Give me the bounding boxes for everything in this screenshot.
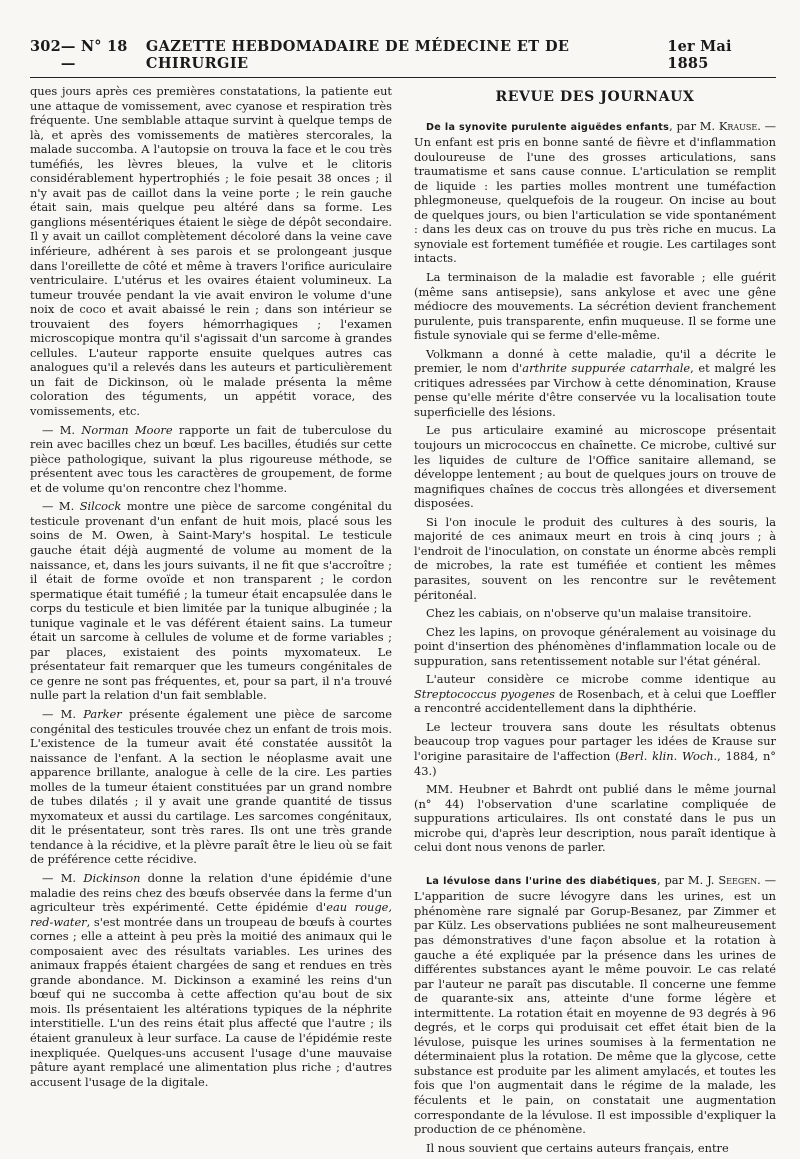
paragraph: Si l'on inocule le produit des cultures à des souris, la majorité de ces animaux meurt en trois à cinq jours ; à l'endroit de l'inoculation, on constate un énorme abcès rempli de microbes, la rate est tuméfiée et contient les mêmes parasites, souvent on les rencontre sur le revêtement péritonéal. — [414, 514, 776, 602]
article-title: De la synovite purulente aiguëdes enfants — [426, 121, 670, 133]
issue-date: 1er Mai 1885 — [667, 38, 732, 72]
dash-prefix: — M. — [42, 870, 84, 885]
paragraph — [414, 119, 776, 266]
paragraph-text: rapporte un fait de tuberculose du rein avec bacilles chez un bœuf. Les bacilles, étudiés sur cette pièce pathologique, suivant la plus rigoureuse méthode, se présentent avec tous les caractères de groupement, de forme et de volume qu'on rencontre chez l'homme. — [30, 422, 392, 495]
author-name: Seegen — [718, 872, 758, 887]
paragraph: La terminaison de la maladie est favorable ; elle guérit (même sans antisepsie), sans ankylose et avec une gêne médiocre des mouvements. La sécrétion devient franchement purulente, puis transparente, enfin muqueuse. Il se forme une fistule synoviale qui se ferme d'elle-même. — [414, 270, 776, 343]
byline: , par M. J. — [656, 872, 719, 887]
paragraph — [414, 873, 776, 1137]
paragraph-text: Le lecteur trouvera sans doute les résultats obtenus beaucoup trop vagues pour partager les idées de Krause sur l'origine parasitaire de l'affection ( — [414, 719, 776, 763]
italic-term: Berl. klin. Woch. — [619, 748, 718, 763]
paragraph-text: Volkmann a donné à cette maladie, qu'il a décrite le premier, le nom d' — [414, 346, 776, 376]
paragraph — [414, 347, 776, 420]
left-column — [30, 84, 392, 1159]
page-number: 302 — [30, 38, 61, 55]
paragraph-text: présente également une pièce de sarcome congénital des testicules trouvée chez un enfant de trois mois. L'existence de la tumeur avait été constatée aussitôt la naissance de l'enfant. A la section le néoplasme avait une apparence brillante, analogue à celle de la cire. Les parties molles de la tumeur étaient constituées par un grand nombre de tubes dilatés ; il y avait une grande quantité de tissus myxomateux et aussi du cartilage. Les sarcomes congénitaux, dit le présentateur, sont très rares. Ils ont une très grande tendance à la récidive, et la plèvre paraît être le lieu où se fait de préférence cette récidive. — [30, 706, 392, 867]
paragraph: Chez les lapins, on provoque généralement au voisinage du point d'insertion des phénomènes d'inflammation locale ou de suppuration, sans retentissement notable sur l'état général. — [414, 624, 776, 668]
paragraph — [414, 672, 776, 716]
running-header — [30, 38, 776, 78]
article-title: La lévulose dans l'urine des diabétiques — [426, 875, 657, 887]
byline: , par M. — [669, 118, 719, 133]
article-gap — [414, 859, 776, 873]
journal-title: GAZETTE HEBDOMADAIRE DE MÉDECINE ET DE CHIRURGIE — [145, 38, 570, 72]
paragraph: Le pus articulaire examiné au microscope présentait toujours un micrococcus en chaînette. Ce microbe, cultivé sur les liquides de culture de l'Office sanitaire allemand, se développe lentement ; au bout de quelques jours on trouve de magnifiques chaînes de coccus très allongées et diversement disposées. — [414, 423, 776, 511]
author-name: Norman Moore — [81, 422, 173, 437]
paragraph-text: . — L'apparition de sucre lévogyre dans les urines, est un phénomène rare signalé par Gorup-Besanez, par Zimmer et par Külz. Les observations publiées ne sont malheureusement pas démonstratives d'une façon absolue et la rotation à gauche a été expliquée par la présence dans les urines de différentes substances ayant le même pouvoir. Le cas relaté par l'auteur ne paraît pas discutable. Il concerne une femme de quarante-six ans, atteinte d'une forme légère et intermittente. La rotation était en moyenne de 93 degrés à 96 degrés, et le corps qui produisait cet effet était bien de la lévulose, puisque les urines soumises à la fermentation ne déterminaient plus la rotation. De même que la glycose, cette substance est produite par les aliment amylacés, et toutes les fois que l'on augmentait dans le régime de la malade, les féculents et le pain, on constatait une augmentation correspondante de la lévulose. Il est impossible d'expliquer la production de ce phénomène. — [414, 872, 777, 1137]
italic-term: arthrite suppurée catarrhale — [522, 361, 691, 376]
author-name: Silcock — [79, 499, 122, 514]
two-column-body — [30, 84, 776, 1159]
paragraph — [30, 707, 392, 867]
dash-prefix: — M. — [42, 422, 82, 437]
dash-prefix: — M. — [42, 706, 84, 721]
paragraph-text: montre une pièce de sarcome congénital du testicule provenant d'un enfant de huit mois, placé sous les soins de M. Owen, à Saint-Mary's hospital. Le testicule gauche était déjà augmenté de volume au moment de la naissance, et, dans les jours suivants, il ne fit que s'accroître ; il était de forme ovoïde et non transparent ; le cordon spermatique était tuméfié ; la tumeur était encapsulée dans le corps du testicule et bien limitée par la tunique albuginée ; la tunique vaginale et le vas déférent étaient sains. La tumeur était un sarcome à cellules de volume et de forme variables ; par places, existaient des points myxomateux. Le présentateur fait remarquer que les tumeurs congénitales de ce genre ne sont pas fréquentes, et, pour sa part, il n'a trouvé nulle part la relation d'un fait semblable. — [30, 499, 392, 703]
dash-prefix: — M. — [42, 499, 80, 514]
right-column — [414, 84, 776, 1159]
italic-term: Streptococcus pyogenes — [414, 686, 555, 701]
paragraph: Chez les cabiais, on n'observe qu'un malaise transitoire. — [426, 606, 752, 621]
paragraph-text: L'auteur considère ce microbe comme identique au — [426, 672, 776, 687]
author-name: Dickinson — [83, 870, 141, 885]
paragraph: Il nous souvient que certains auteurs français, entre — [426, 1140, 729, 1155]
paragraph: MM. Heubner et Bahrdt ont publié dans le même journal (n° 44) l'observation d'une scarlatine compliquée de suppurations articulaires. Ils ont constaté dans le pus un microbe qui, d'après leur description, nous paraît identique à celui dont nous venons de parler. — [414, 782, 776, 855]
paragraph — [30, 423, 392, 496]
paragraph — [30, 499, 392, 703]
paragraph-text: de Rosenbach, et à celui que Loeffler a rencontré accidentellement dans la diphthérie. — [414, 686, 776, 716]
paragraph — [414, 720, 776, 778]
author-name: Parker — [83, 706, 122, 721]
paragraph-text: , et malgré les critiques adressées par Virchow à cette dénomination, Krause pense qu'elle mérite d'être conservée vu la localisation toute superficielle des lésions. — [414, 361, 777, 419]
paragraph-text: . — Un enfant est pris en bonne santé de fièvre et d'inflammation douloureuse de l'une des grosses articulations, sans traumatisme et sans cause connue. L'articulation se remplit de liquide : les parties molles montrent une tuméfaction phlegmoneuse, quelquefois de la rougeur. On incise au bout de quelques jours, ou bien l'articulation se vide spontanément : dans les deux cas on trouve du pus très riche en mucus. La synoviale est fortement tuméfiée et rougie. Les cartilages sont intacts. — [414, 118, 777, 266]
section-title: REVUE DES JOURNAUX — [495, 89, 695, 105]
paragraph: ques jours après ces premières constatations, la patiente eut une attaque de vomissement, avec cyanose et respiration très fréquente. Une semblable attaque survint à quelque temps de là, et après des vomissements de matières stercorales, la malade succomba. A l'autopsie on trouva la face et le cou très tuméfiés, les lèvres bleues, la vulve et le clitoris considérablement hypertrophiés ; le foie pesait 38 onces ; il n'y avait pas de caillot dans la veine porte ; le rein gauche était sain, mais quelque peu altéré dans sa forme. Les ganglions mésentériques étaient le siège de dépôt secondaire. Il y avait un caillot complètement décoloré dans la veine cave inférieure, adhérent à ses parois et se prolongeant jusque dans l'oreillette de côté et même à travers l'orifice auriculaire ventriculaire. L'utérus et les ovaires étaient volumineux. La tumeur trouvée pendant la vie avait environ le volume d'une noix de coco et avait abaissé le rein ; dans son intérieur se trouvaient des foyers hémorrhagiques ; l'examen microscopique montra qu'il s'agissait d'un sarcome à grandes cellules. L'auteur rapporte ensuite quelques autres cas analogues qu'il a relevés dans les auteurs et particulièrement un fait de Dickinson, où le malade présenta la même coloration des téguments, un appétit vorace, des vomissements, etc. — [30, 84, 392, 419]
paragraph-text: , s'est montrée dans un troupeau de bœufs à courtes cornes ; elle a atteint à peu près la moitié des animaux qui le composaient avec des résultats variables. Les urines des animaux frappés étaient chargées de sang et rendues en très grande abondance. M. Dickinson a examiné les reins d'un bœuf qui ne succomba à cette affection qu'au bout de six mois. Ils présentaient les altérations typiques de la néphrite interstitielle. L'un des reins était plus affecté que l'autre ; ils étaient granuleux à leur surface. La cause de l'épidémie reste inexpliquée. Quelques-uns accusent l'usage d'une mauvaise pâture ayant remplacé une alimentation plus riche ; d'autres accusent l'usage de la digitale. — [30, 914, 392, 1089]
paragraph — [30, 871, 392, 1089]
author-name: Krause — [718, 118, 758, 133]
paragraph-text: donne la relation d'une épidémie d'une maladie des reins chez des bœufs observée dans la ferme d'un agriculteur très expérimenté. Cette épidémie d' — [30, 870, 392, 915]
issue-number: — N° 18 — — [60, 38, 128, 72]
paragraph-text: , 1884, n° 43.) — [414, 748, 776, 778]
italic-term: eau rouge, red-water — [30, 900, 392, 929]
